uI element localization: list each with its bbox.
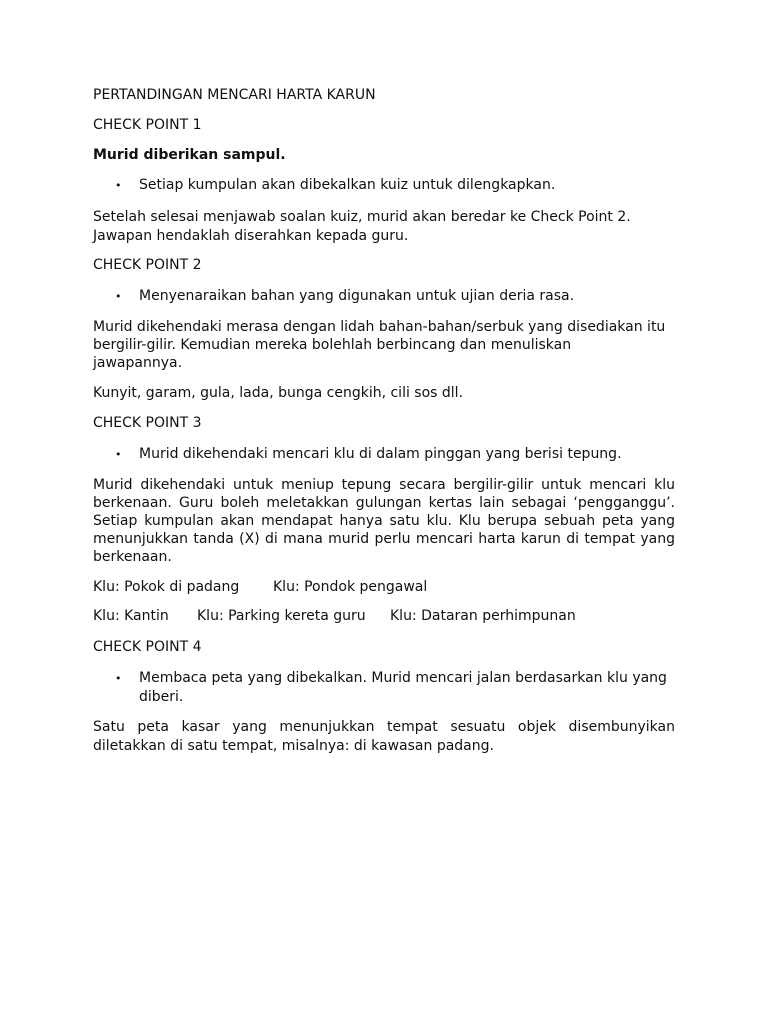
cp3-heading: CHECK POINT 3 [93, 415, 202, 431]
klu-dataran-perhimpunan: Klu: Dataran perhimpunan [390, 608, 576, 624]
cp2-heading: CHECK POINT 2 [93, 257, 202, 273]
cp2-bullet-dot: • [115, 290, 122, 303]
cp4-heading: CHECK POINT 4 [93, 639, 202, 655]
cp3-para-line-5: berkenaan. [93, 549, 172, 565]
cp3-para-line-3: Setiap kumpulan akan mendapat hanya satu klu. Klu berupa sebuah peta yang [93, 513, 675, 529]
cp1-para-line-1: Setelah selesai menjawab soalan kuiz, murid akan beredar ke Check Point 2. [93, 209, 631, 225]
cp3-bullet-dot: • [115, 448, 122, 461]
cp3-para-line-4: menunjukkan tanda (X) di mana murid perlu mencari harta karun di tempat yang [93, 531, 675, 547]
cp3-para-line-2: berkenaan. Guru boleh meletakkan gulungan kertas lain sebagai ‘pengganggu’. [93, 495, 675, 511]
cp1-bullet-dot: • [115, 179, 122, 192]
klu-parking-kereta-guru: Klu: Parking kereta guru [197, 608, 366, 624]
cp1-subheading: Murid diberikan sampul. [93, 147, 286, 163]
cp4-bullet-dot: • [115, 672, 122, 685]
cp3-bullet-text: Murid dikehendaki mencari klu di dalam pinggan yang berisi tepung. [139, 446, 622, 462]
klu-pondok-pengawal: Klu: Pondok pengawal [273, 579, 428, 595]
cp2-para-line-1: Murid dikehendaki merasa dengan lidah bahan-bahan/serbuk yang disediakan itu [93, 319, 666, 335]
cp4-para-line-1: Satu peta kasar yang menunjukkan tempat sesuatu objek disembunyikan [93, 719, 675, 735]
klu-pokok-di-padang: Klu: Pokok di padang [93, 579, 240, 595]
document-title: PERTANDINGAN MENCARI HARTA KARUN [93, 87, 376, 103]
cp1-bullet-text: Setiap kumpulan akan dibekalkan kuiz untuk dilengkapkan. [139, 177, 556, 193]
cp1-para-line-2: Jawapan hendaklah diserahkan kepada guru. [93, 228, 409, 244]
cp4-bullet-line-1: Membaca peta yang dibekalkan. Murid mencari jalan berdasarkan klu yang [139, 670, 667, 686]
klu-row-2 [93, 607, 576, 626]
klu-kantin: Klu: Kantin [93, 608, 169, 624]
cp2-examples: Kunyit, garam, gula, lada, bunga cengkih, cili sos dll. [93, 385, 464, 401]
cp4-bullet-line-2: diberi. [139, 689, 184, 705]
cp2-para-line-3: jawapannya. [93, 355, 183, 371]
cp3-para-line-1: Murid dikehendaki untuk meniup tepung secara bergilir-gilir untuk mencari klu [93, 477, 675, 493]
cp2-para-line-2: bergilir-gilir. Kemudian mereka bolehlah berbincang dan menuliskan [93, 337, 572, 353]
cp2-bullet-text: Menyenaraikan bahan yang digunakan untuk ujian deria rasa. [139, 288, 575, 304]
cp1-heading: CHECK POINT 1 [93, 117, 202, 133]
cp4-para-line-2: diletakkan di satu tempat, misalnya: di kawasan padang. [93, 738, 494, 754]
klu-row-1 [93, 578, 427, 597]
